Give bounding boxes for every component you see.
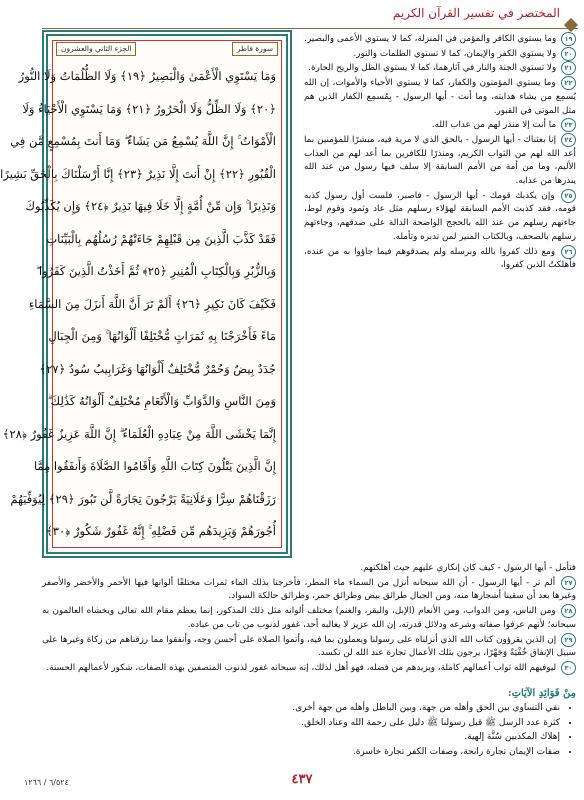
quran-line: الْقُبُورِ ﴿٢٢﴾ إِنْ أَنتَ إِلَّا نَذِيرٌ ﴿٢٣﴾ إِنَّا أَرْسَلْنَاكَ بِالْحَقِّ بَشِيرًا [0,166,276,181]
commentary-text: وما يستوي الكافر والمؤمن في المنزلة، كما لا يستوي الأعمى والبصير. [304,34,559,44]
quran-line: وَمِنَ النَّاسِ وَالدَّوَابِّ وَالْأَنْعَامِ مُخْتَلِفٌ أَلْوَانُهُ كَذَٰلِكَ ۗ [47,394,276,408]
verse-number-badge: ٢٣ [561,118,576,132]
page-code: ٦/٥٢٤ / ١٢٦٦ [24,778,69,787]
verse-number-badge: ٢٠ [561,47,576,61]
verse-number-badge: ٣٠ [561,661,576,675]
verse-number-badge: ١٩ [561,32,576,46]
commentary-wide [42,562,576,676]
page-footer [20,772,584,794]
commentary-paragraph [42,633,576,661]
header-rule [42,28,578,29]
surah-label: سورة فاطر [232,42,278,56]
commentary-paragraph [42,562,576,576]
commentary-paragraph [42,661,576,676]
commentary-text: وما يستوي المؤمنون والكفار، كما لا يستوي الأحياء والأموات، إن الله يُسمِع من يشاء هدايته، وما أنت - أيها الرسول - بِمُسمِع الكفار الذين هم مثل الموتى في القبور. [304,78,576,116]
verse-number-badge: ٢٦ [561,245,576,259]
juz-label: الجزء الثاني والعشرون [56,42,136,56]
quran-frame [0,30,292,558]
commentary-text: ولا يستوي الكفر والإيمان، كما لا تستوي الظلمات والنور. [353,48,559,59]
commentary-paragraph [42,576,576,604]
verse-number-badge: ٢٥ [561,189,576,203]
quran-text [0,60,276,542]
verse-number-badge: ٢٧ [561,576,576,590]
quran-line: جُدَدٌ بِيضٌ وَحُمْرٌ مُّخْتَلِفٌ أَلْوَانُهَا وَغَرَابِيبُ سُودٌ ﴿٢٧﴾ [39,361,276,376]
lesson-item: • صفات الإيمان تجارة رابحة، وصفات الكفر تجارة خاسرة. [42,745,560,760]
commentary-paragraph [304,133,576,189]
quran-line: وَمَا يَسْتَوِي الْأَعْمَىٰ وَالْبَصِيرُ ﴿١٩﴾ وَلَا الظُّلُمَاتُ وَلَا النُّورُ [18,69,276,83]
book-title: المختصر في تفسير القرآن الكريم [392,6,560,20]
quran-line: رَزَقْنَاهُمْ سِرًّا وَعَلَانِيَةً يَرْجُونَ تِجَارَةً لَّن تَبُورَ ﴿٢٩﴾ لِيُوَفِّيَهُمْ [10,491,276,506]
verse-number-badge: ٢٤ [561,133,576,147]
commentary-text: ومع ذلك كفروا بالله وبرسله ولم يصدقوهم فيما جاؤوا به من عنده، فأهلكتُ الذين كفروا، [304,246,576,271]
commentary-paragraph [304,189,576,245]
commentary-text: إن الذين يقرؤون كتاب الله الذي أنزلناه على رسولنا ويعملون بما فيه، وأتموا الصلاة على أحسن وجه، وأنفقوا مما رزقناهم من زكاة وغيرها على سبيل الإنفاق خُفْيَةً وَجَهْرًا، يرجون بتلك الأعمال تجارة عند الله لن تكسد. [42,634,576,659]
commentary-paragraph [304,118,576,133]
page-header [42,4,578,30]
lessons-section [42,688,576,759]
commentary-text: ما أنت إلا منذر لهم من عذاب الله. [431,120,559,131]
commentary-paragraph [304,32,576,47]
lessons-list [42,701,576,759]
quran-line: فَقَدْ كَذَّبَ الَّذِينَ مِن قَبْلِهِمْ جَاءَتْهُمْ رُسُلُهُم بِالْبَيِّنَاتِ [46,231,276,246]
quran-line: أُجُورَهُمْ وَيَزِيدَهُم مِّن فَضْلِهِ ۚ إِنَّهُ غَفُورٌ شَكُورٌ ﴿٣٠﴾ [46,524,276,538]
header-ornament-icon [564,18,578,32]
commentary-text: ليوفيهم الله ثواب أعمالهم كاملة، ويزيدهم من فضله، فهو أهل لذلك، إنه سبحانه غفور لذنوب المتصفين بهذه الصفات، شكور لأعمالهم الحسنة. [46,662,559,673]
quran-line: فَكَيْفَ كَانَ نَكِيرِ ﴿٢٦﴾ أَلَمْ تَرَ أَنَّ اللَّهَ أَنزَلَ مِنَ السَّمَاءِ [28,296,276,311]
quran-line: وَنَذِيرًا ۚ وَإِن مِّنْ أُمَّةٍ إِلَّا خَلَا فِيهَا نَذِيرٌ ﴿٢٤﴾ وَإِن يُكَذِّبُوكَ [25,199,276,213]
commentary-text: ألم تر - أيها الرسول - أن الله سبحانه أنزل من السماء ماء المطر، فأخرجنا بذلك الماء ثمرات مختلفًا ألوانها فيها الأحمر والأخضر والأصفر وغيرها بعد أن سقينا أشجارها منه، ومن الجبال طرائق بيض وطرائق حمر، وطرائق حالكة السواد. [42,577,576,602]
quran-line: إِنَّمَا يَخْشَى اللَّهَ مِنْ عِبَادِهِ الْعُلَمَاءُ ۗ إِنَّ اللَّهَ عَزِيزٌ غَفُورٌ ﴿٢٨﴾ [2,426,276,441]
quran-line: إِنَّ الَّذِينَ يَتْلُونَ كِتَابَ اللَّهِ وَأَقَامُوا الصَّلَاةَ وَأَنفَقُوا مِمَّا [33,459,276,473]
commentary-text: ومن الناس، ومن الدواب، ومن الأنعام (الإبل، والبقر، والغنم) مختلف ألوانه مثل ذلك المذكور، إنما يعظم مقام الله تعالى ويخشاه العالمون به سبحانه؛ لأنهم عرفوا صفاته وشرعه ودلائل قدرته، إن الله عزيز لا يغالبه أحد، غفور لذنوب من تاب من عباده. [42,606,576,630]
lesson-item: • كثرة عدد الرسل ﷺ قبل رسولنا ﷺ دليل على رحمة الله وعناد الخلق. [42,716,560,731]
lesson-item: • إهلاك المكذبين سُنَّة إلهية. [42,730,560,745]
commentary-paragraph [304,76,576,118]
quran-line: مَاءً فَأَخْرَجْنَا بِهِ ثَمَرَاتٍ مُّخْتَلِفًا أَلْوَانُهَا ۚ وَمِنَ الْجِبَالِ [48,329,276,343]
page-number: ٤٣٧ [291,772,313,787]
commentary-paragraph [42,604,576,632]
commentary-text: فتأمل - أيها الرسول - كيف كان إنكاري عليهم حيث أهلكتهم. [360,563,576,573]
verse-number-badge: ٢٩ [561,633,576,647]
lessons-title: مِنْ فَوَائِدِ الآيَاتِ: [507,688,576,699]
commentary-text: وإن يكذبك قومك - أيها الرسول - فاصبر، فلست أول رسول كذبه قومه، فقد كذبت الأمم السابقة لهؤلاء رسلهم مثل عاد وثمود وقوم لوط، جاءتهم رسلهم من عند الله بالحجج الواضحة الدالة على صدقهم، وجاءتهم رسلهم بالصحف، وبالكتاب المنير لمن تدبره وتأمله. [304,190,576,242]
commentary-text: ولا تستوي الجنة والنار في آثارهما، كما لا يستوي الظل والريح الحارة. [308,63,559,74]
commentary-column [304,32,576,273]
quran-line: الْأَمْوَاتُ ۚ إِنَّ اللَّهَ يُسْمِعُ مَن يَشَاءُ ۖ وَمَا أَنتَ بِمُسْمِعٍ مَّن فِي [10,134,276,148]
quran-line: ﴿٢٠﴾ وَلَا الظِّلُّ وَلَا الْحَرُورُ ﴿٢١﴾ وَمَا يَسْتَوِي الْأَحْيَاءُ وَلَا [22,101,276,116]
verse-number-badge: ٢٢ [561,76,576,90]
verse-number-badge: ٢١ [561,61,576,75]
verse-number-badge: ٢٨ [561,604,576,618]
commentary-paragraph [304,245,576,273]
commentary-text: إنا بعثناك - أيها الرسول - بالحق الذي لا مرية فيه، مبشرًا للمؤمنين بما أعد الله لهم من الثواب الكريم، ومنذرًا للكافرين بما أعد لهم من العذاب الأليم، وما من أمة من الأمم السابقة إلا سلف فيها رسول من عند الله ينذرها من عذابه. [304,134,576,187]
quran-line: وَبِالزُّبُرِ وَبِالْكِتَابِ الْمُنِيرِ ﴿٢٥﴾ ثُمَّ أَخَذْتُ الَّذِينَ كَفَرُوا ۖ [36,264,276,278]
frame-labels [56,42,278,56]
lesson-item: • نفي التساوي بين الحق وأهله من جهة، وبين الباطل وأهله من جهة أخرى. [42,701,560,716]
commentary-paragraph [304,61,576,76]
commentary-paragraph [304,47,576,62]
